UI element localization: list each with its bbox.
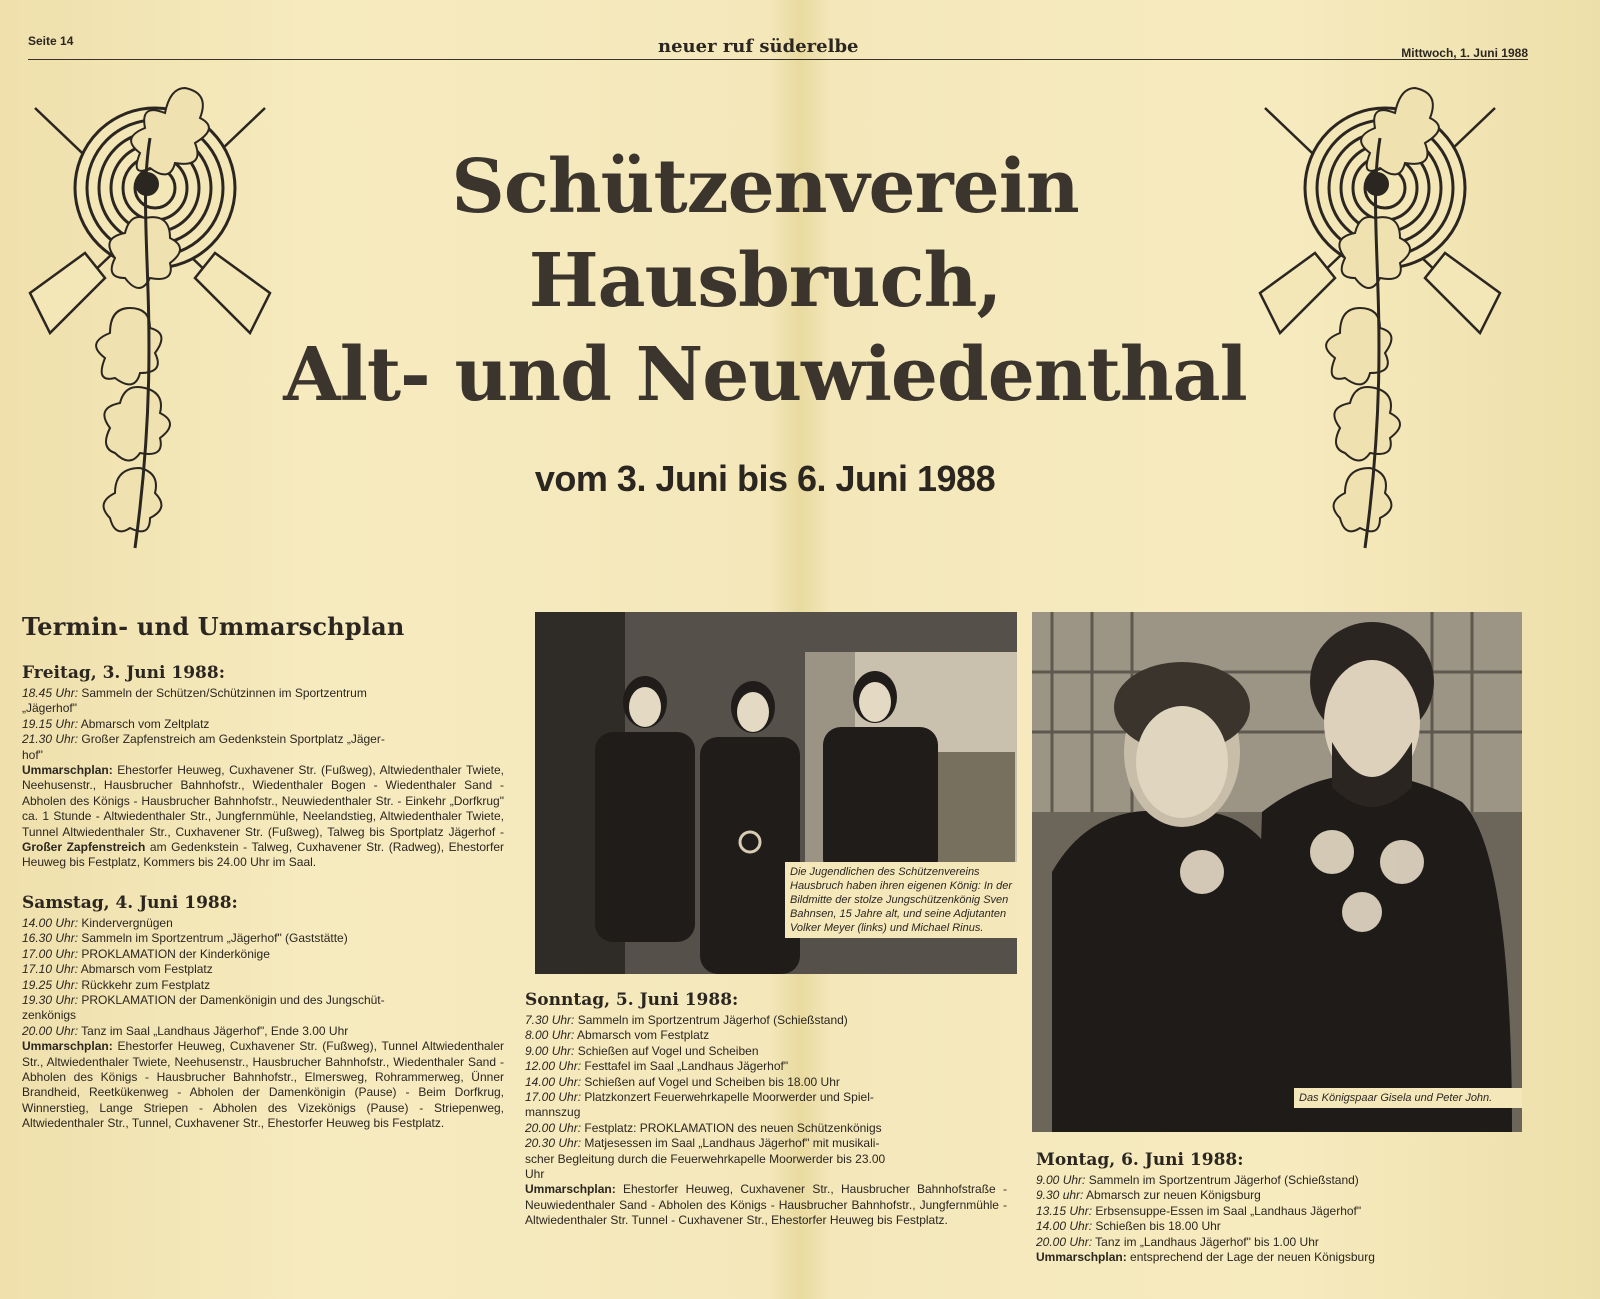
schedule-row: 14.00 Uhr: Schießen auf Vogel und Scheiben bis 18.00 Uhr: [525, 1074, 840, 1089]
schedule-row: 17.00 Uhr: Platzkonzert Feuerwehrkapelle Moorwerder und Spiel-: [525, 1090, 874, 1105]
schedule-row: 13.15 Uhr: Erbsensuppe-Essen im Saal „Landhaus Jägerhof": [1036, 1203, 1362, 1218]
schedule-row: 12.00 Uhr: Festtafel im Saal „Landhaus Jägerhof": [525, 1059, 789, 1074]
column-middle: [525, 990, 1007, 1229]
friday-schedule: [22, 686, 504, 763]
schedule-row: 9.00 Uhr: Schießen auf Vogel und Scheiben: [525, 1043, 759, 1058]
schedule-row: scher Begleitung durch die Feuerwehrkapelle Moorwerder bis 23.00: [525, 1151, 886, 1166]
shooting-target-emblem-icon: [1255, 78, 1505, 558]
issue-date: Mittwoch, 1. Juni 1988: [1401, 46, 1528, 60]
schedule-row: 20.30 Uhr: Matjesessen im Saal „Landhaus Jägerhof" mit musikali-: [525, 1136, 880, 1151]
monday-route: Ummarschplan: entsprechend der Lage der neuen Königsburg: [1036, 1250, 1375, 1265]
schedule-row: 8.00 Uhr: Abmarsch vom Festplatz: [525, 1028, 710, 1043]
schedule-row: 19.15 Uhr: Abmarsch vom Zeltplatz: [22, 716, 210, 731]
column-right: [1036, 1150, 1526, 1265]
saturday-schedule: [22, 916, 504, 1039]
schedule-row: Uhr: [525, 1167, 545, 1182]
schedule-row: 9.30 uhr: Abmarsch zur neuen Königsburg: [1036, 1188, 1261, 1203]
newspaper-name: neuer ruf süderelbe: [658, 36, 859, 57]
schedule-row: 21.30 Uhr: Großer Zapfenstreich am Gedenkstein Sportplatz „Jäger-: [22, 732, 385, 747]
headline-line-3: Alt- und Neuwiedenthal: [283, 332, 1247, 418]
sunday-schedule: [525, 1013, 1007, 1182]
youth-king-photo: [535, 612, 1017, 974]
schedule-row: 19.30 Uhr: PROKLAMATION der Damenkönigin und des Jungschüt-: [22, 992, 385, 1007]
schedule-row: 9.00 Uhr: Sammeln im Sportzentrum Jägerhof (Schießstand): [1036, 1173, 1359, 1187]
schedule-row: 20.00 Uhr: Festplatz: PROKLAMATION des neuen Schützenkönigs: [525, 1120, 882, 1135]
schedule-row: 19.25 Uhr: Rückkehr zum Festplatz: [22, 977, 211, 992]
monday-schedule: [1036, 1173, 1526, 1250]
schedule-row: 16.30 Uhr: Sammeln im Sportzentrum „Jägerhof" (Gaststätte): [22, 931, 348, 946]
saturday-heading: Samstag, 4. Juni 1988:: [22, 892, 238, 913]
schedule-row: „Jägerhof": [22, 701, 77, 716]
schedule-row: 20.00 Uhr: Tanz im Saal „Landhaus Jägerhof", Ende 3.00 Uhr: [22, 1023, 349, 1038]
headline-line-1: Schützenverein: [451, 144, 1079, 230]
schedule-row: hof": [22, 747, 43, 762]
friday-heading: Freitag, 3. Juni 1988:: [22, 663, 225, 683]
monday-heading: Montag, 6. Juni 1988:: [1036, 1150, 1244, 1170]
photo-caption-couple: Das Königspaar Gisela und Peter John.: [1294, 1088, 1522, 1108]
royal-couple-photo: [1032, 612, 1522, 1132]
shooting-target-emblem-icon: [25, 78, 275, 558]
sunday-route: Ummarschplan: Ehestorfer Heuweg, Cuxhavener Str., Hausbrucher Bahnhofstraße - Neuwiedenthaler Sand - Abholen des Königs - Hausbrucher Bahnhofstr., Jungfernmühle - Altwiedenthaler Str. Tunnel - Cuxhavener Str., Ehestorfer Heuweg bis Festplatz.: [525, 1182, 1007, 1228]
sunday-heading: Sonntag, 5. Juni 1988:: [525, 990, 739, 1010]
headline-line-2: Hausbruch,: [528, 238, 1002, 324]
page-header: [28, 30, 1528, 60]
page-number: Seite 14: [28, 34, 74, 48]
schedule-row: 17.10 Uhr: Abmarsch vom Festplatz: [22, 962, 213, 977]
schedule-row: 7.30 Uhr: Sammeln im Sportzentrum Jägerhof (Schießstand): [525, 1013, 848, 1027]
schedule-row: 17.00 Uhr: PROKLAMATION der Kinderkönige: [22, 946, 270, 961]
schedule-row: zenkönigs: [22, 1008, 77, 1023]
plan-title: Termin- und Ummarschplan: [22, 612, 405, 641]
column-left: [22, 612, 504, 1132]
saturday-section: [22, 893, 504, 1132]
headline: [270, 140, 1260, 500]
photo-caption-youth: Die Jugendlichen des Schützenvereins Hausbruch haben ihren eigenen König: In der Bildmitte der stolze Jungschützenkönig Sven Bahnsen, 15 Jahre alt, und seine Adjutanten Volker Meyer (links) und Michael Rinus.: [785, 862, 1017, 938]
schedule-row: 14.00 Uhr: Kindervergnügen: [22, 915, 173, 930]
schedule-row: 14.00 Uhr: Schießen bis 18.00 Uhr: [1036, 1219, 1221, 1234]
friday-route: Ummarschplan: Ehestorfer Heuweg, Cuxhavener Str. (Fußweg), Altwiedenthaler Twiete, Neehusenstr., Hausbrucher Bahnhofstr., Wiedenthaler Bogen - Wiedenthaler Sand - Abholen des Königs - Hausbrucher Bahnhofstr., Neuwiedenthaler Str. - Einkehr „Dorfkrug" ca. 1 Stunde - Altwiedenthaler Str., Jungfernmühle, Neelandstieg, Altwiedenthaler Twiete, Tunnel Altwiedenthaler Str., Cuxhavener Str. (Fußweg), Talweg bis Sportplatz Jägerhof - Großer Zapfenstreich am Gedenkstein - Talweg, Cuxhavener Str. (Radweg), Ehestorfer Heuweg bis Festplatz, Kommers bis 24.00 Uhr im Saal.: [22, 763, 505, 870]
event-dates: vom 3. Juni bis 6. Juni 1988: [534, 458, 996, 499]
schedule-row: 20.00 Uhr: Tanz im „Landhaus Jägerhof" bis 1.00 Uhr: [1036, 1234, 1319, 1249]
saturday-route: Ummarschplan: Ehestorfer Heuweg, Cuxhavener Str. (Fußweg), Tunnel Altwiedenthaler Str., Altwiedenthaler Twiete, Neehusenstr., Hausbrucher Bahnhofstr., Wiedenthaler Sand - Abholen des Königs - Hausbrucher Bahnhofstr., Elmersweg, Rohrammerweg, Ünner Brandheid, Reetkükenweg - Abholen der Damenkönigin (Pause) - Beim Dorfkrug, Winnerstieg, Lange Striepen - Abholen des Vizekönigs (Pause) - Striepenweg, Altwiedenthaler Str., Tunnel, Cuxhavener Str., Ehestorfer Heuweg bis Festplatz.: [22, 1039, 504, 1131]
friday-section: [22, 663, 504, 871]
schedule-row: 18.45 Uhr: Sammeln der Schützen/Schützinnen im Sportzentrum: [22, 686, 367, 700]
schedule-row: mannszug: [525, 1105, 581, 1120]
